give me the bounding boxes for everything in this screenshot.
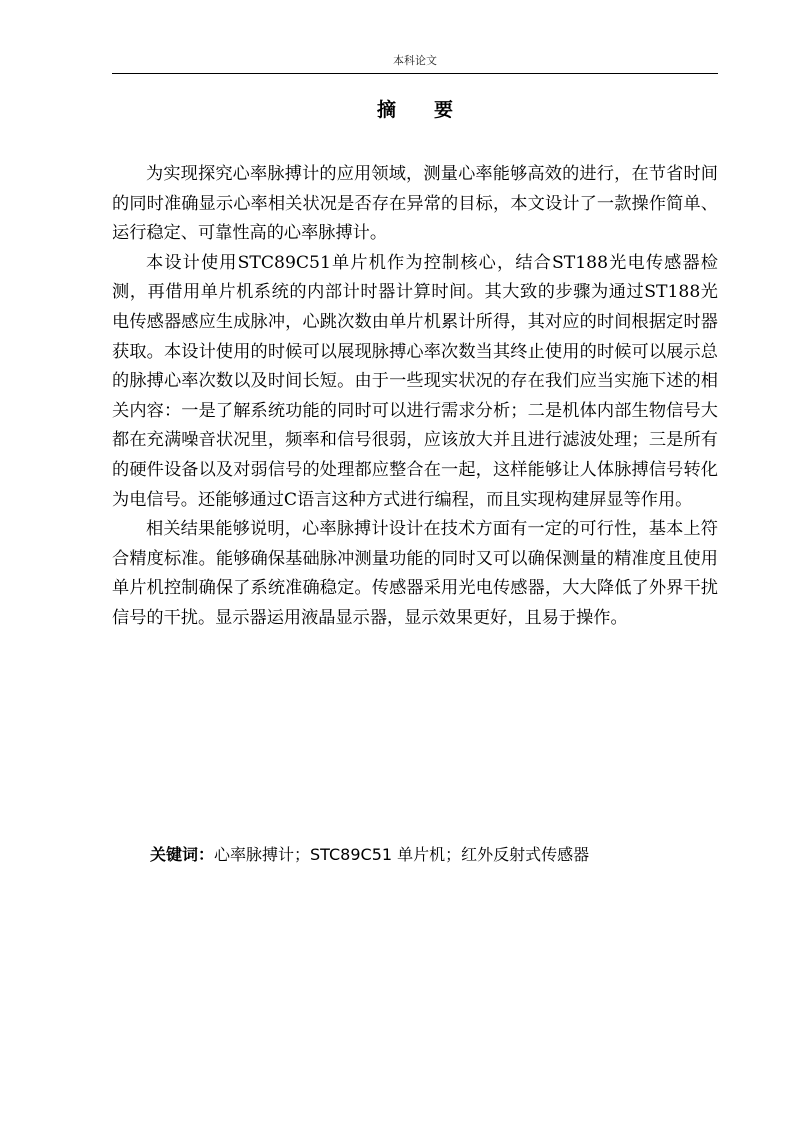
keywords-label: 关键词：	[150, 845, 215, 864]
keywords-text: 心率脉搏计；STC89C51 单片机；红外反射式传感器	[214, 845, 590, 864]
keywords-line	[150, 842, 718, 868]
abstract-paragraph-1: 为实现探究心率脉搏计的应用领域，测量心率能够高效的进行，在节省时间的同时准确显示心率相关状况是否存在异常的目标，本文设计了一款操作简单、运行稳定、可靠性高的心率脉搏计。	[112, 164, 718, 244]
abstract-paragraph-2: 本设计使用STC89C51单片机作为控制核心，结合ST188光电传感器检测，再借用单片机系统的内部计时器计算时间。其大致的步骤为通过ST188光电传感器感应生成脉冲，心跳次数由单片机累计所得，其对应的时间根据定时器获取。本设计使用的时候可以展现脉搏心率次数当其终止使用的时候可以展示总的脉搏心率次数以及时间长短。由于一些现实状况的存在我们应当实施下述的相关内容：一是了解系统功能的同时可以进行需求分析；二是机体内部生物信号大都在充满噪音状况里，频率和信号很弱，应该放大并且进行滤波处理；三是所有的硬件设备以及对弱信号的处理都应整合在一起，这样能够让人体脉搏信号转化为电信号。还能够通过C语言这种方式进行编程，而且实现构建屏显等作用。	[112, 252, 718, 510]
header-rule	[112, 73, 718, 74]
abstract-body	[112, 160, 718, 634]
abstract-paragraph-3: 相关结果能够说明，心率脉搏计设计在技术方面有一定的可行性，基本上符合精度标准。能够确保基础脉冲测量功能的同时又可以确保测量的精准度且使用单片机控制确保了系统准确稳定。传感器采用光电传感器，大大降低了外界干扰信号的干扰。显示器运用液晶显示器，显示效果更好，且易于操作。	[112, 519, 718, 628]
abstract-title: 摘要	[376, 99, 491, 121]
running-header: 本科论文	[393, 54, 437, 67]
